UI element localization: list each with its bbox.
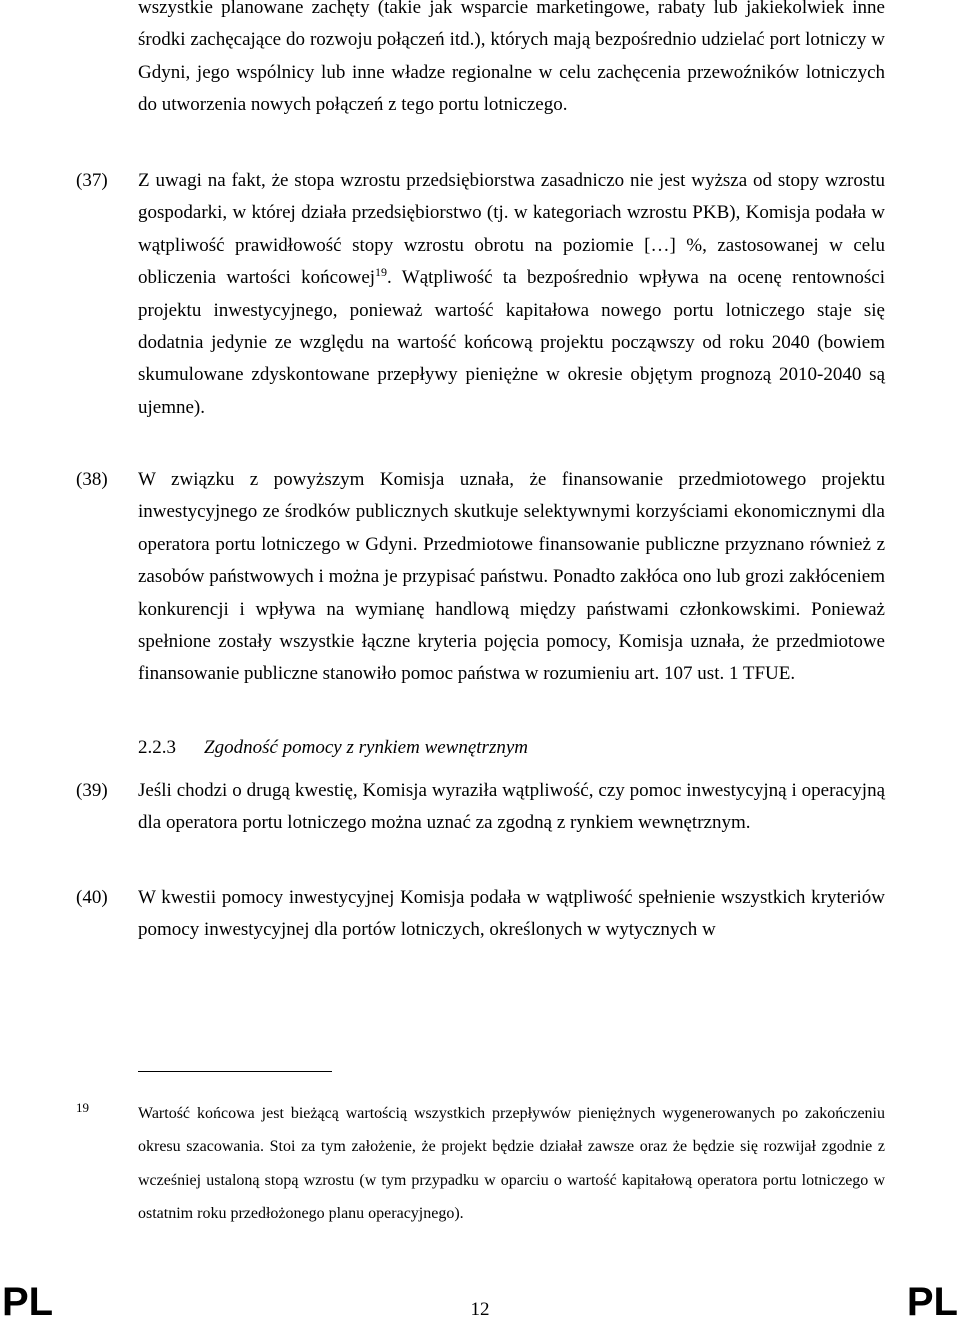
- section-heading: [138, 732, 528, 764]
- footnote-reference[interactable]: 19: [375, 265, 388, 280]
- paragraph-39: Jeśli chodzi o drugą kwestię, Komisja wyraziła wątpliwość, czy pomoc inwestycyjną i operacyjną dla operatora portu lotniczego można uznać za zgodną z rynkiem wewnętrznym.: [138, 780, 885, 834]
- paragraph-number-37: (37): [76, 170, 108, 191]
- paragraph-number-39: (39): [76, 780, 108, 801]
- footnote-text: Wartość końcowa jest bieżącą wartością wszystkich przepływów pieniężnych wygenerowanych po zakończeniu okresu szacowania. Stoi za tym założenie, że projekt będzie działał zawsze oraz że będzie się rozwijał zgodnie z wcześniej ustaloną stopą wzrostu (w tym przypadku w oparciu o wartość kapitałową operatora portu lotniczego w ostatnim roku przedłożonego planu operacyjnego).: [138, 1105, 885, 1223]
- paragraph-number-38: (38): [76, 469, 108, 490]
- section-title: Zgodność pomocy z rynkiem wewnętrznym: [204, 737, 529, 758]
- language-label-right: PL: [906, 1280, 958, 1324]
- continuation-paragraph: wszystkie planowane zachęty (takie jak wsparcie marketingowe, rabaty lub jakiekolwiek inne środki zachęcające do rozwoju połączeń itd.), których mają bezpośrednio udzielać port lotniczy w Gdyni, jego wspólnicy lub inne władze regionalne w celu zachęcenia przewoźników lotniczych do utworzenia nowych połączeń z tego portu lotniczego.: [138, 0, 885, 116]
- language-label-left: PL: [2, 1280, 54, 1324]
- section-number: 2.2.3: [138, 737, 176, 758]
- paragraph-38: W związku z powyższym Komisja uznała, że finansowanie przedmiotowego projektu inwestycyjnego ze środków publicznych skutkuje selektywnymi korzyściami ekonomicznymi dla operatora portu lotniczego w Gdyni. Przedmiotowe finansowanie publiczne przyznano również z zasobów państwowych i można je przypisać państwu. Ponadto zakłóca ono lub grozi zakłóceniem konkurencji i wpływa na wymianę handlową między państwami członkowskimi. Ponieważ spełnione zostały wszystkie łączne kryteria pojęcia pomocy, Komisja uznała, że przedmiotowe finansowanie publiczne stanowiło pomoc państwa w rozumieniu art. 107 ust. 1 TFUE.: [138, 469, 885, 685]
- paragraph-40: W kwestii pomocy inwestycyjnej Komisja podała w wątpliwość spełnienie wszystkich kryteriów pomocy inwestycyjnej dla portów lotniczych, określonych w wytycznych w: [138, 887, 885, 941]
- paragraph-37-text: Z uwagi na fakt, że stopa wzrostu przedsiębiorstwa zasadniczo nie jest wyższa od stopy wzrostu gospodarki, w której działa przedsiębiorstwo (tj. w kategoriach wzrostu PKB), Komisja podała w wątpliwość prawidłowość stopy wzrostu obrotu na poziomie […] %, zastosowanej w celu obliczenia wartości końcowej: [138, 170, 885, 289]
- paragraph-37: [138, 165, 885, 424]
- footnote-separator: [138, 1071, 332, 1072]
- paragraph-37-text-continued: . Wątpliwość ta bezpośrednio wpływa na ocenę rentowności projektu inwestycyjnego, ponieważ wartość kapitałowa nowego portu lotniczego staje się dodatnia jedynie ze względu na wartość końcową projektu począwszy od roku 2040 (bowiem skumulowane zdyskontowane przepływy pieniężne w okresie objętym prognozą 2010-2040 są ujemne).: [138, 267, 885, 418]
- page-number: 12: [470, 1299, 490, 1320]
- paragraph-number-40: (40): [76, 887, 108, 908]
- footnote-number: 19: [76, 1100, 89, 1115]
